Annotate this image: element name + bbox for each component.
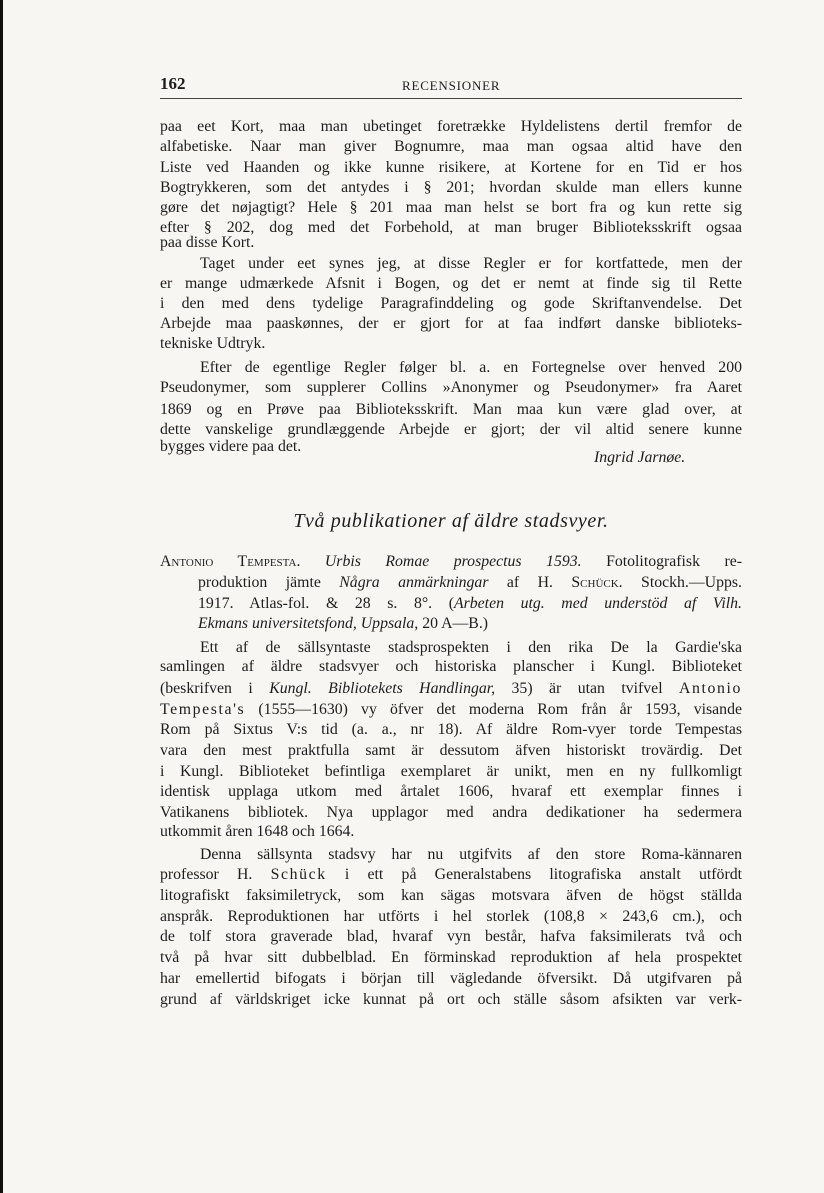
text-line: tekniske Udtryk. <box>160 335 266 352</box>
citation-line: produktion jämte Några anmärkningar af H. Schück. Stockh.—Upps. <box>198 574 742 591</box>
section-title: Två publikationer af äldre stadsvyer. <box>293 510 609 532</box>
text-line: (beskrifven i Kungl. Bibliotekets Handlingar, 35) är utan tvifvel Antonio <box>160 680 742 697</box>
running-head: RECENSIONER <box>402 78 501 93</box>
text-line: identisk upplaga utkom med årtalet 1606, hvaraf ett exemplar finnes i <box>160 783 742 800</box>
text-line: Tempesta's (1555—1630) vy öfver det moderna Rom från år 1593, visande <box>160 701 742 718</box>
text-line: er mange udmærkede Afsnit i Bogen, og det er nemt at finde sig til Rette <box>160 275 742 292</box>
text-line: Pseudonymer, som supplerer Collins »Anonymer og Pseudonymer» fra Aaret <box>160 379 742 396</box>
text-line: utkommit åren 1648 och 1664. <box>160 823 355 840</box>
text-line: två på hvar sitt dubbelblad. En förminskad reproduktion af hela prospektet <box>160 949 742 966</box>
text-line: har emellertid bifogats i början till vägledande öfversikt. Då utgifvaren på <box>160 970 742 987</box>
citation-title: Urbis Romae prospectus 1593. <box>324 553 582 570</box>
text-line: samlingen af äldre stadsvyer och historiska planscher i Kungl. Biblioteket <box>160 658 742 675</box>
scan-edge <box>0 0 3 1193</box>
text-line: alfabetiske. Naar man giver Bognumre, maa man ogsaa altid have den <box>160 138 742 155</box>
text-line: litografiskt faksimiletryck, som kan sägas motsvara äfven de högst ställda <box>160 887 742 904</box>
citation-line: Ekmans universitetsfond, Uppsala, 20 A—B.) <box>198 615 489 632</box>
text-line: i den med dens tydelige Paragrafinddeling og gode Skriftanvendelse. Det <box>160 295 742 312</box>
reviewer-signature: Ingrid Jarnøe. <box>594 449 686 466</box>
text-line: Arbejde maa paaskønnes, der er gjort for at faa indført danske biblioteks- <box>160 315 742 332</box>
citation-line: 1917. Atlas-fol. & 28 s. 8°. (Arbeten utg. med understöd af Vilh. <box>198 595 742 612</box>
page-number: 162 <box>160 74 186 93</box>
text-line: Ett af de sällsyntaste stadsprospekten i den rika De la Gardie'ska <box>200 639 742 656</box>
text-line: anspråk. Reproduktionen har utförts i hel storlek (108,8 × 243,6 cm.), och <box>160 908 742 925</box>
citation-line: Antonio Tempesta. Urbis Romae prospectus 1593. Fotolitografisk re- <box>160 553 742 570</box>
text-line: bygges videre paa det. <box>160 438 302 455</box>
text-line: Liste ved Haanden og ikke kunne risikere, at Kortene for en Tid er hos <box>160 159 742 176</box>
text-line: 1869 og en Prøve paa Biblioteksskrift. Man maa kun være glad over, at <box>160 401 742 418</box>
text-line: vara den mest praktfulla samt är dessutom äfven historiskt trovärdig. Det <box>160 742 742 759</box>
text-line: de tolf stora graverade blad, hvaraf vyn består, hafva faksimilerats två och <box>160 928 742 945</box>
text-line: professor H. Schück i ett på Generalstabens litografiska anstalt utfördt <box>160 866 742 883</box>
page-header <box>160 74 742 99</box>
text-line: Bogtrykkeren, som det antydes i § 201; hvordan skulde man ellers kunne <box>160 179 742 196</box>
text-line: Denna sällsynta stadsvy har nu utgifvits af den store Roma-kännaren <box>200 846 742 863</box>
text-line: Rom på Sixtus V:s tid (a. a., nr 18). Af äldre Rom-vyer torde Tempestas <box>160 721 742 738</box>
text-line: dette vanskelige grundlæggende Arbejde er gjort; der vil altid senere kunne <box>160 421 742 438</box>
text-line: Efter de egentlige Regler følger bl. a. en Fortegnelse over henved 200 <box>200 359 742 376</box>
text-line: i Kungl. Biblioteket befintliga exemplaret är unikt, men en ny fullkomligt <box>160 763 742 780</box>
text-line: efter § 202, dog med det Forbehold, at man bruger Biblioteksskrift ogsaa <box>160 219 742 236</box>
citation-author: Antonio Tempesta. <box>160 553 301 570</box>
text-line: grund af världskriget icke kunnat på ort och ställe såsom afsikten var verk- <box>160 991 742 1008</box>
text-line: Taget under eet synes jeg, at disse Regler er for kortfattede, men der <box>200 255 742 272</box>
text-line: gøre det nøjagtigt? Hele § 201 maa man helst se bort fra og kun rette sig <box>160 199 742 216</box>
text-line: Vatikanens bibliotek. Nya upplagor med andra dedikationer ha sedermera <box>160 804 742 821</box>
text-line: paa disse Kort. <box>160 234 255 251</box>
text-line: paa eet Kort, maa man ubetinget foretrække Hyldelistens dertil fremfor de <box>160 118 742 135</box>
